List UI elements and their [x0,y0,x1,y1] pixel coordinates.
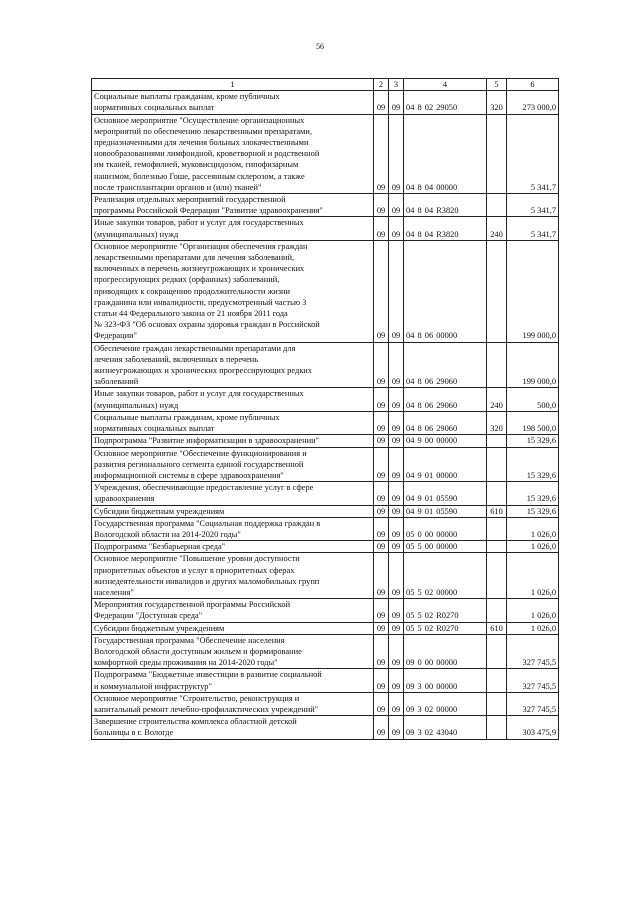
row-amount-cell: 1 026,0 [507,541,559,553]
row-section-cell: 09 [374,435,389,447]
row-subsection-cell: 09 [389,482,404,505]
row-amount-cell: 15 329,6 [507,447,559,482]
table-row [92,342,559,388]
row-amount-cell: 327 745,5 [507,669,559,692]
row-subsection-cell: 09 [389,447,404,482]
row-expense-type-cell [487,517,507,540]
table-row [92,194,559,217]
row-subsection-cell: 09 [389,114,404,193]
row-amount-cell: 303 475,9 [507,716,559,739]
row-name-cell: Завершение строительства комплекса областной детской больницы в г. Вологде [92,716,374,739]
table-row [92,217,559,240]
row-expense-type-cell: 320 [487,411,507,434]
row-name-cell: Реализация отдельных мероприятий государственной программы Российской Федерации "Развитие здравоохранения" [92,194,374,217]
row-name-cell: Государственная программа "Социальная поддержка граждан в Вологодской области на 2014-2020 годы" [92,517,374,540]
row-subsection-cell: 09 [389,505,404,517]
row-target-code-cell: 04 8 06 29060 [404,388,487,411]
row-subsection-cell: 09 [389,435,404,447]
table-row [92,435,559,447]
row-subsection-cell: 09 [389,91,404,114]
row-expense-type-cell [487,599,507,622]
row-target-code-cell: 04 9 01 05590 [404,505,487,517]
row-target-code-cell: 05 5 02 R0270 [404,622,487,634]
row-section-cell: 09 [374,716,389,739]
row-amount-cell: 327 745,5 [507,634,559,669]
row-section-cell: 09 [374,692,389,715]
row-amount-cell: 273 000,0 [507,91,559,114]
table-row [92,669,559,692]
row-amount-cell: 15 329,6 [507,505,559,517]
row-section-cell: 09 [374,240,389,342]
table-row [92,411,559,434]
row-target-code-cell: 04 8 04 R3820 [404,194,487,217]
table-row [92,599,559,622]
table-row [92,622,559,634]
column-header: 1 [92,79,374,91]
row-target-code-cell: 05 5 02 00000 [404,553,487,599]
row-amount-cell: 327 745,5 [507,692,559,715]
row-expense-type-cell: 610 [487,622,507,634]
table-row [92,553,559,599]
budget-table [91,78,559,740]
row-amount-cell: 5 341,7 [507,217,559,240]
row-section-cell: 09 [374,599,389,622]
row-target-code-cell: 05 5 00 00000 [404,541,487,553]
table-row [92,447,559,482]
row-expense-type-cell [487,194,507,217]
row-expense-type-cell [487,669,507,692]
row-expense-type-cell: 240 [487,388,507,411]
row-expense-type-cell [487,114,507,193]
row-name-cell: Подпрограмма "Бюджетные инвестиции в развитие социальной и коммунальной инфраструктур" [92,669,374,692]
column-header: 4 [404,79,487,91]
row-subsection-cell: 09 [389,411,404,434]
row-name-cell: Субсидии бюджетным учреждениям [92,622,374,634]
row-name-cell: Иные закупки товаров, работ и услуг для государственных (муниципальных) нужд [92,217,374,240]
row-subsection-cell: 09 [389,194,404,217]
page-number: 56 [316,42,324,51]
row-name-cell: Подпрограмма "Развитие информатизации в здравоохранении" [92,435,374,447]
row-expense-type-cell [487,447,507,482]
row-section-cell: 09 [374,517,389,540]
row-name-cell: Основное мероприятие "Обеспечение функционирования и развития регионального сегмента единой государственной информационной системы в сфере здравоохранения" [92,447,374,482]
row-name-cell: Учреждения, обеспечивающие предоставление услуг в сфере здравоохранения [92,482,374,505]
row-name-cell: Обеспечение граждан лекарственными препаратами для лечения заболеваний, включенных в перечень жизнеугрожающих и хронических прогрессирующих редких заболеваний [92,342,374,388]
row-name-cell: Основное мероприятие "Строительство, реконструкция и капитальный ремонт лечебно-профилактических учреждений" [92,692,374,715]
table-row [92,716,559,739]
row-target-code-cell: 09 3 02 00000 [404,692,487,715]
row-name-cell: Основное мероприятие "Организация обеспечения граждан лекарственными препаратами для лечения заболеваний, включенных в перечень жизнеугрожающих и хронических прогрессирующих редких (орфанных) заболеваний, приводящих к сокращению продолжительности жизни гражданина или инвалидности, предусмотренный частью 3 статьи 44 Федерального закона от 21 ноября 2011 года № 323-ФЗ "Об основах охраны здоровья граждан в Российской Федерации" [92,240,374,342]
row-name-cell: Социальные выплаты гражданам, кроме публичных нормативных социальных выплат [92,411,374,434]
row-name-cell: Социальные выплаты гражданам, кроме публичных нормативных социальных выплат [92,91,374,114]
row-section-cell: 09 [374,505,389,517]
row-name-cell: Подпрограмма "Безбарьерная среда" [92,541,374,553]
row-target-code-cell: 04 9 00 00000 [404,435,487,447]
table-row [92,505,559,517]
row-target-code-cell: 09 3 02 43040 [404,716,487,739]
row-name-cell: Мероприятия государственной программы Российской Федерации "Доступная среда" [92,599,374,622]
table-row [92,91,559,114]
row-section-cell: 09 [374,194,389,217]
row-subsection-cell: 09 [389,553,404,599]
row-section-cell: 09 [374,388,389,411]
row-target-code-cell: 09 3 00 00000 [404,669,487,692]
row-subsection-cell: 09 [389,669,404,692]
row-amount-cell: 1 026,0 [507,622,559,634]
row-expense-type-cell [487,541,507,553]
row-expense-type-cell [487,482,507,505]
row-subsection-cell: 09 [389,716,404,739]
table-row [92,388,559,411]
row-subsection-cell: 09 [389,541,404,553]
row-amount-cell: 15 329,6 [507,435,559,447]
row-subsection-cell: 09 [389,342,404,388]
row-name-cell: Субсидии бюджетным учреждениям [92,505,374,517]
table-row [92,634,559,669]
column-header: 5 [487,79,507,91]
row-amount-cell: 15 329,6 [507,482,559,505]
row-expense-type-cell [487,553,507,599]
row-section-cell: 09 [374,114,389,193]
row-section-cell: 09 [374,634,389,669]
row-subsection-cell: 09 [389,240,404,342]
row-section-cell: 09 [374,411,389,434]
row-amount-cell: 199 000,0 [507,240,559,342]
row-subsection-cell: 09 [389,622,404,634]
row-amount-cell: 1 026,0 [507,517,559,540]
table-row [92,692,559,715]
row-section-cell: 09 [374,91,389,114]
row-target-code-cell: 04 8 02 29050 [404,91,487,114]
table-row [92,517,559,540]
row-section-cell: 09 [374,541,389,553]
row-name-cell: Иные закупки товаров, работ и услуг для государственных (муниципальных) нужд [92,388,374,411]
row-target-code-cell: 04 8 06 29060 [404,342,487,388]
row-expense-type-cell [487,692,507,715]
row-amount-cell: 500,0 [507,388,559,411]
row-section-cell: 09 [374,447,389,482]
row-target-code-cell: 04 9 01 00000 [404,447,487,482]
row-section-cell: 09 [374,482,389,505]
table-header-row [92,79,559,91]
row-expense-type-cell [487,634,507,669]
row-amount-cell: 1 026,0 [507,599,559,622]
row-subsection-cell: 09 [389,599,404,622]
column-header: 6 [507,79,559,91]
row-name-cell: Основное мероприятие "Осуществление организационных мероприятий по обеспечению лекарственными препаратами, предназначенными для лечения больных злокачественными новообразованиями лимфоидной, кроветворной и родственной им тканей, гемофилией, муковисцидозом, гипофизарным нанизмом, болезнью Гоше, рассеянным склерозом, а также после трансплантации органов и (или) тканей" [92,114,374,193]
row-subsection-cell: 09 [389,517,404,540]
row-amount-cell: 199 000,0 [507,342,559,388]
table-row [92,482,559,505]
table-row [92,114,559,193]
row-amount-cell: 5 341,7 [507,194,559,217]
row-section-cell: 09 [374,553,389,599]
row-name-cell: Государственная программа "Обеспечение населения Вологодской области доступным жильем и формирование комфортной среды проживания на 2014-2020 годы" [92,634,374,669]
table-row [92,541,559,553]
table-body [92,91,559,739]
row-expense-type-cell: 610 [487,505,507,517]
row-target-code-cell: 04 8 04 R3820 [404,217,487,240]
row-target-code-cell: 05 0 00 00000 [404,517,487,540]
row-target-code-cell: 04 8 06 29060 [404,411,487,434]
column-header: 3 [389,79,404,91]
row-target-code-cell: 05 5 02 R0270 [404,599,487,622]
row-subsection-cell: 09 [389,692,404,715]
row-amount-cell: 1 026,0 [507,553,559,599]
row-subsection-cell: 09 [389,634,404,669]
row-section-cell: 09 [374,669,389,692]
row-expense-type-cell [487,240,507,342]
row-section-cell: 09 [374,622,389,634]
row-expense-type-cell: 320 [487,91,507,114]
row-expense-type-cell [487,435,507,447]
row-amount-cell: 198 500,0 [507,411,559,434]
row-target-code-cell: 04 8 04 00000 [404,114,487,193]
row-target-code-cell: 04 8 06 00000 [404,240,487,342]
row-expense-type-cell [487,716,507,739]
row-subsection-cell: 09 [389,388,404,411]
column-header: 2 [374,79,389,91]
row-section-cell: 09 [374,217,389,240]
row-target-code-cell: 04 9 01 05590 [404,482,487,505]
row-amount-cell: 5 341,7 [507,114,559,193]
row-target-code-cell: 09 0 00 00000 [404,634,487,669]
row-subsection-cell: 09 [389,217,404,240]
table-row [92,240,559,342]
row-expense-type-cell [487,342,507,388]
row-section-cell: 09 [374,342,389,388]
row-expense-type-cell: 240 [487,217,507,240]
row-name-cell: Основное мероприятие "Повышение уровня доступности приоритетных объектов и услуг в приоритетных сферах жизнедеятельности инвалидов и других маломобильных групп населения" [92,553,374,599]
